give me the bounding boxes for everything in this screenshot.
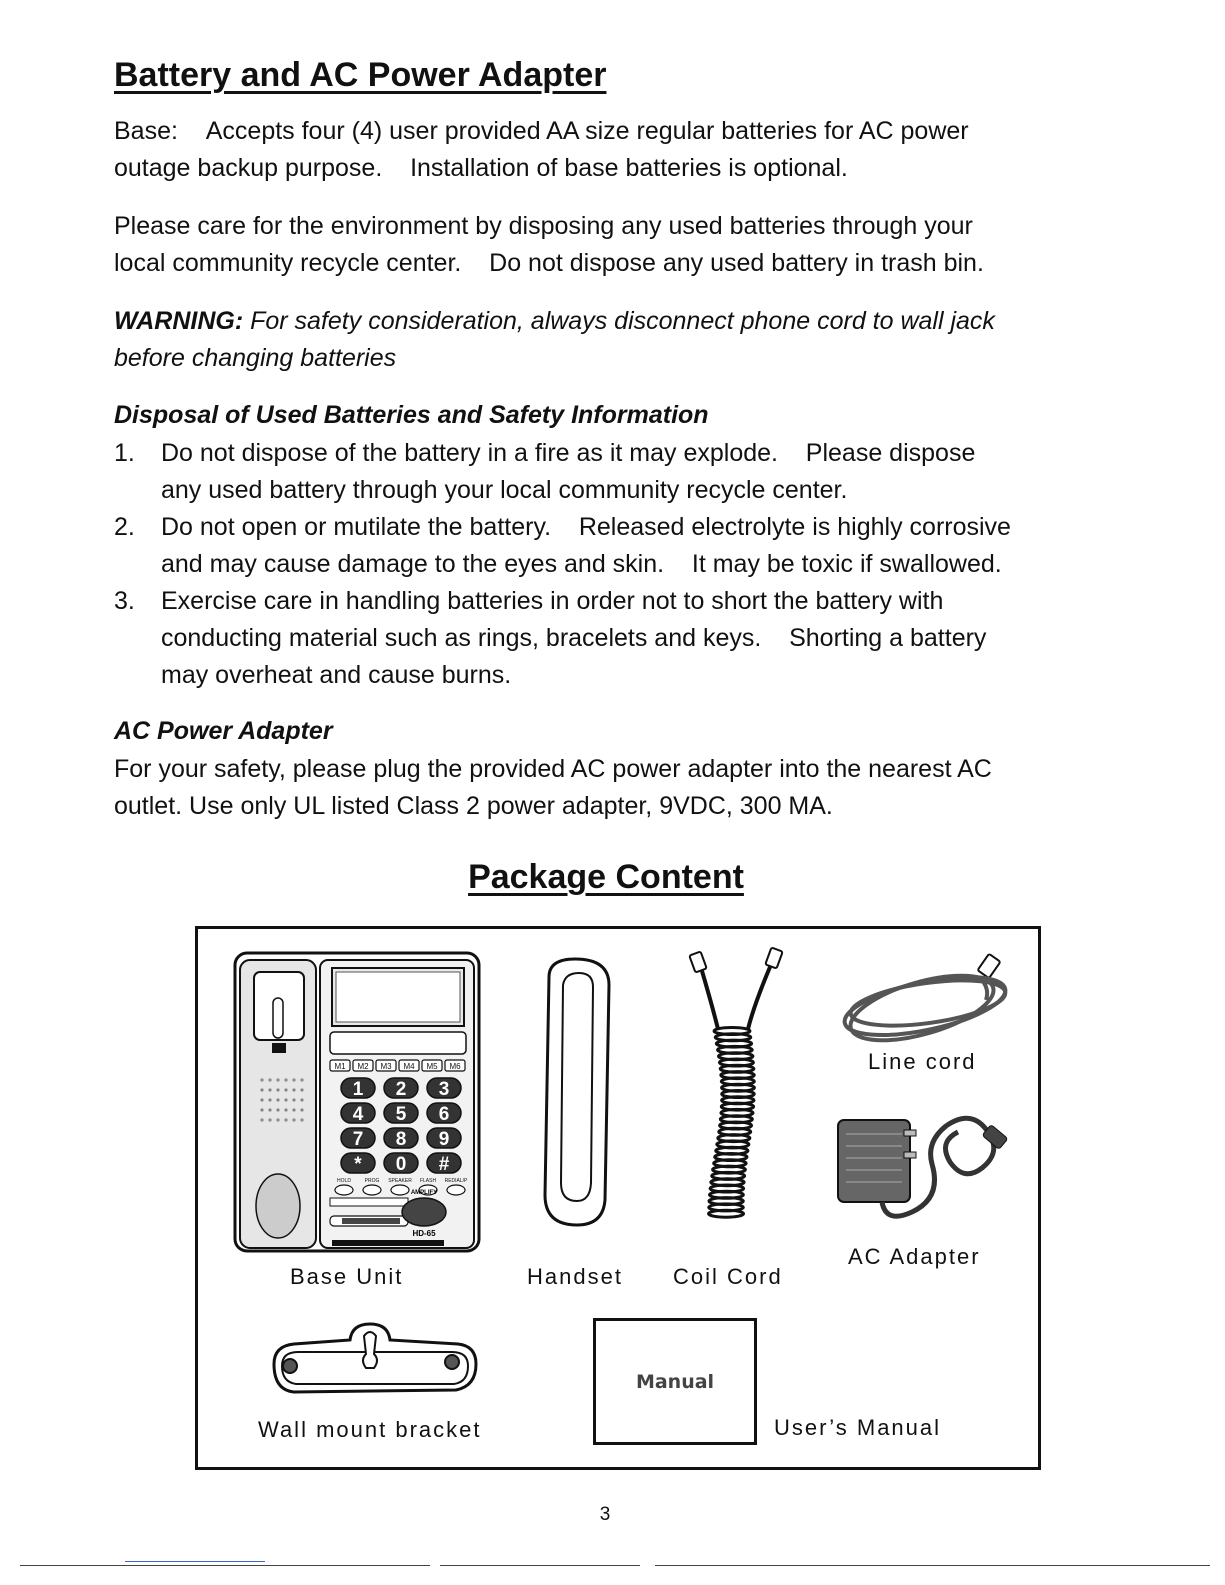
memory-key bbox=[376, 1060, 396, 1071]
svg-text:*: * bbox=[354, 1154, 362, 1175]
ac-adapter-illustration bbox=[832, 1102, 1012, 1227]
list-item-number: 3. bbox=[114, 587, 135, 615]
list-item-line: may overheat and cause burns. bbox=[161, 661, 512, 689]
manual-illustration bbox=[593, 1318, 757, 1445]
page-number: 3 bbox=[599, 1504, 611, 1525]
list-item-number: 1. bbox=[114, 439, 135, 467]
keypad-key bbox=[384, 1078, 418, 1100]
list-item-line: Do not dispose of the battery in a fire as it may explode. Please dispose bbox=[161, 439, 976, 467]
svg-text:M5: M5 bbox=[426, 1062, 438, 1071]
warning-label: WARNING: bbox=[114, 307, 244, 335]
bottom-rule-link bbox=[125, 1561, 265, 1562]
function-key bbox=[335, 1178, 353, 1195]
memory-key bbox=[353, 1060, 373, 1071]
bottom-rule-right bbox=[655, 1565, 1210, 1566]
svg-text:5: 5 bbox=[395, 1104, 407, 1125]
caption-ac-adapter: AC Adapter bbox=[848, 1244, 981, 1269]
warning-text-1: For safety consideration, always disconnect phone cord to wall jack bbox=[250, 307, 995, 335]
list-item-line: Do not open or mutilate the battery. Released electrolyte is highly corrosive bbox=[161, 513, 1011, 541]
keypad-key bbox=[341, 1103, 375, 1125]
svg-text:4: 4 bbox=[352, 1104, 364, 1125]
warning-text-2: before changing batteries bbox=[114, 344, 397, 372]
keypad-key bbox=[341, 1153, 375, 1175]
keypad-key bbox=[384, 1128, 418, 1150]
memory-key bbox=[330, 1060, 350, 1071]
svg-text:REDIAL/P: REDIAL/P bbox=[444, 1178, 468, 1184]
care-text-1: Please care for the environment by disposing any used batteries through your bbox=[114, 212, 973, 240]
svg-text:M4: M4 bbox=[403, 1062, 415, 1071]
keypad-key bbox=[427, 1153, 461, 1175]
battery-section-title: Battery and AC Power Adapter bbox=[114, 56, 607, 94]
base-text-2: outage backup purpose. bbox=[114, 154, 383, 182]
caption-coil-cord: Coil Cord bbox=[673, 1264, 783, 1289]
svg-text:8: 8 bbox=[395, 1129, 407, 1150]
bottom-rule-middle bbox=[440, 1565, 640, 1566]
package-content-title: Package Content bbox=[468, 858, 744, 896]
svg-text:9: 9 bbox=[438, 1129, 450, 1150]
svg-text:PROG: PROG bbox=[364, 1178, 380, 1184]
list-item bbox=[114, 435, 1114, 509]
svg-text:SPEAKER: SPEAKER bbox=[388, 1178, 412, 1184]
svg-text:M3: M3 bbox=[380, 1062, 392, 1071]
keypad-key bbox=[427, 1078, 461, 1100]
ac-text-1: For your safety, please plug the provided AC power adapter into the nearest AC bbox=[114, 755, 992, 783]
base-unit-illustration bbox=[232, 950, 482, 1255]
care-paragraph bbox=[114, 208, 984, 282]
list-item bbox=[114, 509, 1114, 583]
keypad-key bbox=[384, 1153, 418, 1175]
disposal-heading: Disposal of Used Batteries and Safety Information bbox=[114, 401, 709, 429]
wall-mount-bracket-illustration bbox=[268, 1320, 483, 1400]
base-text-1: Accepts four (4) user provided AA size regular batteries for AC power bbox=[205, 117, 969, 145]
base-paragraph bbox=[114, 113, 969, 187]
ac-text-2: outlet. Use only UL listed Class 2 power adapter, 9VDC, 300 MA. bbox=[114, 792, 833, 820]
amplify-label: AMPLIFY bbox=[410, 1190, 438, 1196]
base-text-3: Installation of base batteries is optional. bbox=[410, 154, 848, 182]
svg-text:2: 2 bbox=[395, 1079, 407, 1100]
list-item-line: and may cause damage to the eyes and skin. It may be toxic if swallowed. bbox=[161, 550, 1002, 578]
model-label: HD-65 bbox=[412, 1229, 436, 1238]
base-label: Base: bbox=[114, 117, 178, 145]
manual-label: Manual bbox=[635, 1370, 715, 1393]
caption-base-unit: Base Unit bbox=[290, 1264, 404, 1289]
svg-text:7: 7 bbox=[352, 1129, 364, 1150]
memory-key bbox=[422, 1060, 442, 1071]
bottom-rule-left bbox=[20, 1565, 430, 1566]
care-text-2: local community recycle center. bbox=[114, 249, 462, 277]
svg-text:HOLD: HOLD bbox=[337, 1178, 351, 1184]
memory-key bbox=[399, 1060, 419, 1071]
svg-text:M6: M6 bbox=[449, 1062, 461, 1071]
caption-users-manual: User’s Manual bbox=[774, 1415, 942, 1440]
svg-text:FLASH: FLASH bbox=[419, 1178, 437, 1184]
caption-line-cord: Line cord bbox=[868, 1049, 977, 1074]
warning-paragraph bbox=[114, 303, 995, 377]
ac-adapter-paragraph bbox=[114, 751, 992, 825]
function-key bbox=[363, 1178, 381, 1195]
keypad-key bbox=[427, 1103, 461, 1125]
caption-handset: Handset bbox=[527, 1264, 623, 1289]
svg-text:3: 3 bbox=[438, 1079, 450, 1100]
handset-illustration bbox=[535, 955, 615, 1230]
list-item-line: any used battery through your local community recycle center. bbox=[161, 476, 848, 504]
memory-key bbox=[445, 1060, 465, 1071]
svg-text:M2: M2 bbox=[357, 1062, 369, 1071]
ac-adapter-heading: AC Power Adapter bbox=[114, 717, 333, 745]
list-item-number: 2. bbox=[114, 513, 135, 541]
svg-text:M1: M1 bbox=[334, 1062, 346, 1071]
keypad-key bbox=[341, 1078, 375, 1100]
caption-wall-mount-bracket: Wall mount bracket bbox=[258, 1417, 482, 1442]
keypad-key bbox=[427, 1128, 461, 1150]
svg-text:1: 1 bbox=[352, 1079, 364, 1100]
list-item-line: Exercise care in handling batteries in order not to short the battery with bbox=[161, 587, 944, 615]
coil-cord-illustration bbox=[672, 945, 797, 1240]
line-cord-illustration bbox=[830, 948, 1010, 1043]
keypad-key bbox=[384, 1103, 418, 1125]
svg-text:6: 6 bbox=[438, 1104, 450, 1125]
svg-text:0: 0 bbox=[395, 1154, 407, 1175]
list-item-line: conducting material such as rings, bracelets and keys. Shorting a battery bbox=[161, 624, 987, 652]
keypad-key bbox=[341, 1128, 375, 1150]
list-item bbox=[114, 583, 1114, 694]
svg-text:#: # bbox=[438, 1154, 450, 1175]
care-text-3: Do not dispose any used battery in trash bin. bbox=[489, 249, 984, 277]
